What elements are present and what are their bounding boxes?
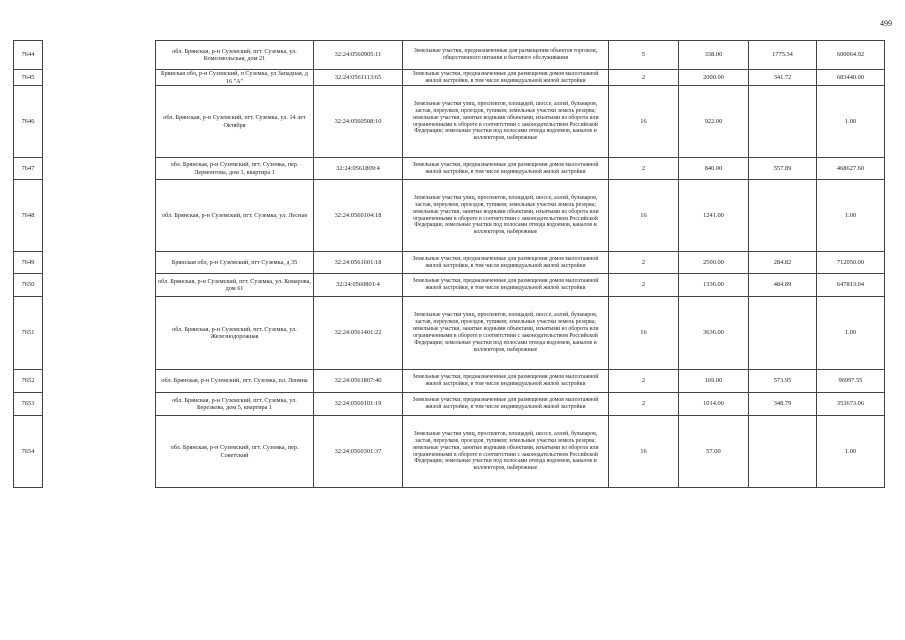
row-specific-value: 341.72 [749, 70, 817, 86]
row-use-group-code: 16 [609, 86, 679, 158]
row-use-group-code: 16 [609, 416, 679, 488]
row-cadastral-value: 1.00 [817, 297, 885, 370]
cadastral-value-table [13, 40, 885, 488]
table-row [14, 70, 885, 86]
row-address: обл. Брянская, р-н Суземский, пгт. Суземка, ул. Березкова, дом 5, квартира 1 [156, 393, 314, 416]
row-area: 1336.00 [679, 274, 749, 297]
row-number: 7651 [14, 297, 43, 370]
row-use-group-code: 2 [609, 370, 679, 393]
row-cadastral-number: 32:24:0560104:18 [314, 180, 403, 252]
row-use-group-code: 16 [609, 297, 679, 370]
table-row [14, 297, 885, 370]
gap-cell [43, 416, 156, 488]
row-use-group-code: 2 [609, 393, 679, 416]
row-cadastral-number: 32:24:0560301:37 [314, 416, 403, 488]
row-cadastral-number: 32:24:0560905:11 [314, 41, 403, 70]
gap-cell [43, 70, 156, 86]
row-specific-value: 484.89 [749, 274, 817, 297]
row-use-group-code: 2 [609, 274, 679, 297]
row-number: 7654 [14, 416, 43, 488]
row-land-use-purpose: Земельные участки, предназначенные для размещения домов малоэтажной жилой застройки, в том числе индивидуальной жилой застройки [403, 370, 609, 393]
row-cadastral-value: 712050.00 [817, 252, 885, 274]
row-address: обл. Брянская, р-н Суземский, пгт. Суземка, пер. Лермонтова, дом 1, квартира 1 [156, 158, 314, 180]
row-use-group-code: 16 [609, 180, 679, 252]
row-specific-value [749, 297, 817, 370]
row-area: 3636.00 [679, 297, 749, 370]
row-land-use-purpose: Земельные участки, предназначенные для размещения домов малоэтажной жилой застройки, в том числе индивидуальной жилой застройки [403, 70, 609, 86]
table-row [14, 393, 885, 416]
row-land-use-purpose: Земельные участки улиц, проспектов, площадей, шоссе, аллей, бульваров, застав, переулков, проездов, тупиков; земельные участки земель резерва; земельные участки, занятые водными объектами, изъятыми из оборота или ограниченными в обороте в соответствии с законодательством Российской Федерации; земельные участки под полосами отвода водоемов, каналов и коллекторов, набережные [403, 86, 609, 158]
row-cadastral-value: 1.00 [817, 416, 885, 488]
row-land-use-purpose: Земельные участки, предназначенные для размещения домов малоэтажной жилой застройки, в том числе индивидуальной жилой застройки [403, 393, 609, 416]
row-address: Брянская обл, р-н Суземский, пгт Суземка, д 35 [156, 252, 314, 274]
row-number: 7653 [14, 393, 43, 416]
row-address: обл. Брянская, р-н Суземский, пгт. Суземка, пл. Ленина [156, 370, 314, 393]
row-specific-value [749, 180, 817, 252]
table-row [14, 274, 885, 297]
gap-cell [43, 158, 156, 180]
row-land-use-purpose: Земельные участки, предназначенные для размещения домов малоэтажной жилой застройки, в том числе индивидуальной жилой застройки [403, 158, 609, 180]
row-land-use-purpose: Земельные участки улиц, проспектов, площадей, шоссе, аллей, бульваров, застав, переулков, проездов, тупиков; земельные участки земель резерва; земельные участки, занятые водными объектами, изъятыми из оборота или ограниченными в обороте в соответствии с законодательством Российской Федерации; земельные участки под полосами отвода водоемов, каналов и коллекторов, набережные [403, 297, 609, 370]
row-specific-value [749, 86, 817, 158]
row-number: 7652 [14, 370, 43, 393]
gap-cell [43, 86, 156, 158]
row-address: обл. Брянская, р-н Суземский, пгт. Суземка, ул. 14 лет Октября [156, 86, 314, 158]
row-specific-value [749, 416, 817, 488]
row-area: 1014.00 [679, 393, 749, 416]
row-cadastral-value: 1.00 [817, 86, 885, 158]
row-number: 7645 [14, 70, 43, 86]
table-row [14, 41, 885, 70]
row-land-use-purpose: Земельные участки улиц, проспектов, площадей, шоссе, аллей, бульваров, застав, переулков, проездов, тупиков; земельные участки земель резерва; земельные участки, занятые водными объектами, изъятыми из оборота или ограниченными в обороте в соответствии с законодательством Российской Федерации; земельные участки под полосами отвода водоемов, каналов и коллекторов, набережные [403, 180, 609, 252]
row-address: обл. Брянская, р-н Суземский, пгт. Суземка, пер. Советский [156, 416, 314, 488]
row-address: обл. Брянская, р-н Суземский, пгт. Суземка, ул. Комсомольская, дом 21 [156, 41, 314, 70]
table-row [14, 370, 885, 393]
row-area: 840.00 [679, 158, 749, 180]
row-address: обл. Брянская, р-н Суземский, пгт. Суземка, ул. Комарова, дом 61 [156, 274, 314, 297]
row-number: 7649 [14, 252, 43, 274]
row-cadastral-value: 647813.04 [817, 274, 885, 297]
row-cadastral-value: 683440.00 [817, 70, 885, 86]
row-number: 7647 [14, 158, 43, 180]
gap-cell [43, 393, 156, 416]
row-number: 7644 [14, 41, 43, 70]
row-land-use-purpose: Земельные участки, предназначенные для размещения домов малоэтажной жилой застройки, в том числе индивидуальной жилой застройки [403, 274, 609, 297]
row-area: 338.00 [679, 41, 749, 70]
gap-cell [43, 41, 156, 70]
row-specific-value: 573.95 [749, 370, 817, 393]
row-use-group-code: 2 [609, 252, 679, 274]
row-cadastral-number: 32:24:0561401:22 [314, 297, 403, 370]
row-cadastral-number: 32:24:0560101:19 [314, 393, 403, 416]
gap-cell [43, 252, 156, 274]
row-use-group-code: 5 [609, 41, 679, 70]
row-cadastral-number: 32:24:0561601:18 [314, 252, 403, 274]
row-specific-value: 348.79 [749, 393, 817, 416]
gap-cell [43, 297, 156, 370]
row-cadastral-value: 1.00 [817, 180, 885, 252]
row-cadastral-value: 468627.60 [817, 158, 885, 180]
gap-cell [43, 274, 156, 297]
gap-cell [43, 180, 156, 252]
row-cadastral-value: 96997.55 [817, 370, 885, 393]
row-address: обл. Брянская, р-н Суземский, пгт. Суземка, ул. Железнодорожная [156, 297, 314, 370]
row-area: 2500.00 [679, 252, 749, 274]
row-cadastral-number: 32:24:0561807:40 [314, 370, 403, 393]
row-cadastral-value: 353673.06 [817, 393, 885, 416]
row-land-use-purpose: Земельные участки, предназначенные для размещения домов малоэтажной жилой застройки, в том числе индивидуальной жилой застройки [403, 252, 609, 274]
row-cadastral-number: 32:24:0561113:65 [314, 70, 403, 86]
table-row [14, 416, 885, 488]
row-cadastral-number: 32:24:0560801:4 [314, 274, 403, 297]
row-number: 7650 [14, 274, 43, 297]
table-row [14, 86, 885, 158]
table-row [14, 252, 885, 274]
row-area: 1241.00 [679, 180, 749, 252]
row-address: обл. Брянская, р-н Суземский, пгт. Суземка, ул. Лесная [156, 180, 314, 252]
page-number: 499 [880, 19, 892, 28]
row-number: 7648 [14, 180, 43, 252]
row-area: 922.00 [679, 86, 749, 158]
row-area: 57.00 [679, 416, 749, 488]
row-area: 169.00 [679, 370, 749, 393]
row-specific-value: 557.89 [749, 158, 817, 180]
row-cadastral-value: 600064.92 [817, 41, 885, 70]
row-specific-value: 284.82 [749, 252, 817, 274]
row-area: 2000.00 [679, 70, 749, 86]
row-cadastral-number: 32:24:0560508:10 [314, 86, 403, 158]
row-land-use-purpose: Земельные участки улиц, проспектов, площадей, шоссе, аллей, бульваров, застав, переулков, проездов, тупиков; земельные участки земель резерва; земельные участки, занятые водными объектами, изъятыми из оборота или ограниченными в обороте в соответствии с законодательством Российской Федерации; земельные участки под полосами отвода водоемов, каналов и коллекторов, набережные [403, 416, 609, 488]
row-cadastral-number: 32:24:0561809:4 [314, 158, 403, 180]
row-land-use-purpose: Земельные участки, предназначенные для размещения объектов торговли, общественного питания и бытового обслуживания [403, 41, 609, 70]
row-specific-value: 1775.34 [749, 41, 817, 70]
row-use-group-code: 2 [609, 70, 679, 86]
table-row [14, 180, 885, 252]
gap-cell [43, 370, 156, 393]
table-row [14, 158, 885, 180]
row-use-group-code: 2 [609, 158, 679, 180]
row-address: Брянская обл, р-н Суземский, п Суземка, ул Западная, д 16 "А" [156, 70, 314, 86]
row-number: 7646 [14, 86, 43, 158]
